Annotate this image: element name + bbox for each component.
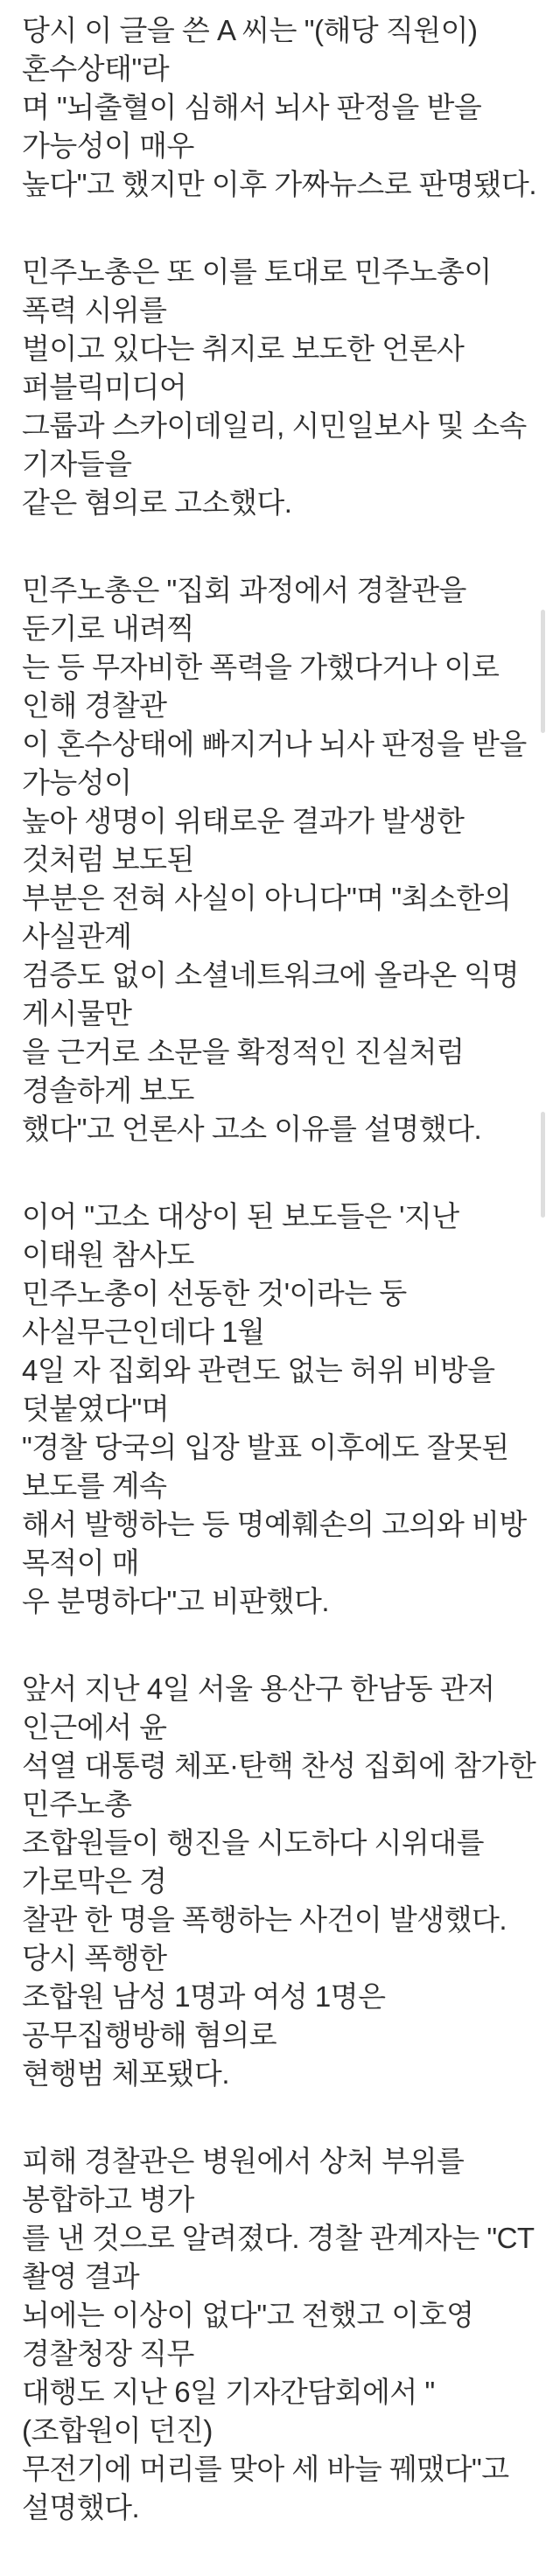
article-paragraph: 민주노총은 또 이를 토대로 민주노총이 폭력 시위를 벌이고 있다는 취지로 보도한 언론사 퍼블릭미디어 그룹과 스카이데일리, 시민일보사 및 소속 기자들을 같은 혐의로 고소했다. bbox=[22, 255, 527, 519]
article-paragraph: 피해 경찰관은 병원에서 상처 부위를 봉합하고 병가 를 낸 것으로 알려졌다. 경찰 관계자는 "CT 촬영 결과 뇌에는 이상이 없다"고 전했고 이호영 경찰청장 직무 대행도 지난 6일 기자간담회에서 "(조합원이 던진) 무전기에 머리를 맞아 세 바늘 꿰맸다"고 설명했다. bbox=[22, 2145, 534, 2524]
article-paragraph: 앞서 지난 4일 서울 용산구 한남동 관저 인근에서 윤 석열 대통령 체포·탄핵 찬성 집회에 참가한 민주노총 조합원들이 행진을 시도하다 시위대를 가로막은 경 찰관 한 명을 폭행하는 사건이 발생했다. 당시 폭행한 조합원 남성 1명과 여성 1명은 공무집행방해 혐의로 현행범 체포됐다. bbox=[22, 1672, 536, 2090]
scrollbar-thumb[interactable] bbox=[541, 610, 545, 733]
article-paragraph: 민주노총은 "집회 과정에서 경찰관을 둔기로 내려찍 는 등 무자비한 폭력을 가했다거나 이로 인해 경찰관 이 혼수상태에 빠지거나 뇌사 판정을 받을 가능성이 높아 생명이 위태로운 결과가 발생한 것처럼 보도된 부분은 전혀 사실이 아니다"며 "최소한의 사실관계 검증도 없이 소셜네트워크에 올라온 익명 게시물만 을 근거로 소문을 확정적인 진실처럼 경솔하게 보도 했다"고 언론사 고소 이유를 설명했다. bbox=[22, 574, 527, 1145]
article-paragraph: 당시 이 글을 쓴 A 씨는 "(해당 직원이) 혼수상태"라 며 "뇌출혈이 심해서 뇌사 판정을 받을 가능성이 매우 높다"고 했지만 이후 가짜뉴스로 판명됐다. bbox=[22, 14, 536, 200]
article-paragraph: 이어 "고소 대상이 된 보도들은 '지난 이태원 참사도 민주노총이 선동한 것'이라는 둥 사실무근인데다 1월 4일 자 집회와 관련도 없는 허위 비방을 덧붙였다"며 "경찰 당국의 입장 발표 이후에도 잘못된 보도를 계속 해서 발행하는 등 명예훼손의 고의와 비방 목적이 매 우 분명하다"고 비판했다. bbox=[22, 1200, 527, 1617]
scrollbar-thumb[interactable] bbox=[541, 1112, 545, 1218]
